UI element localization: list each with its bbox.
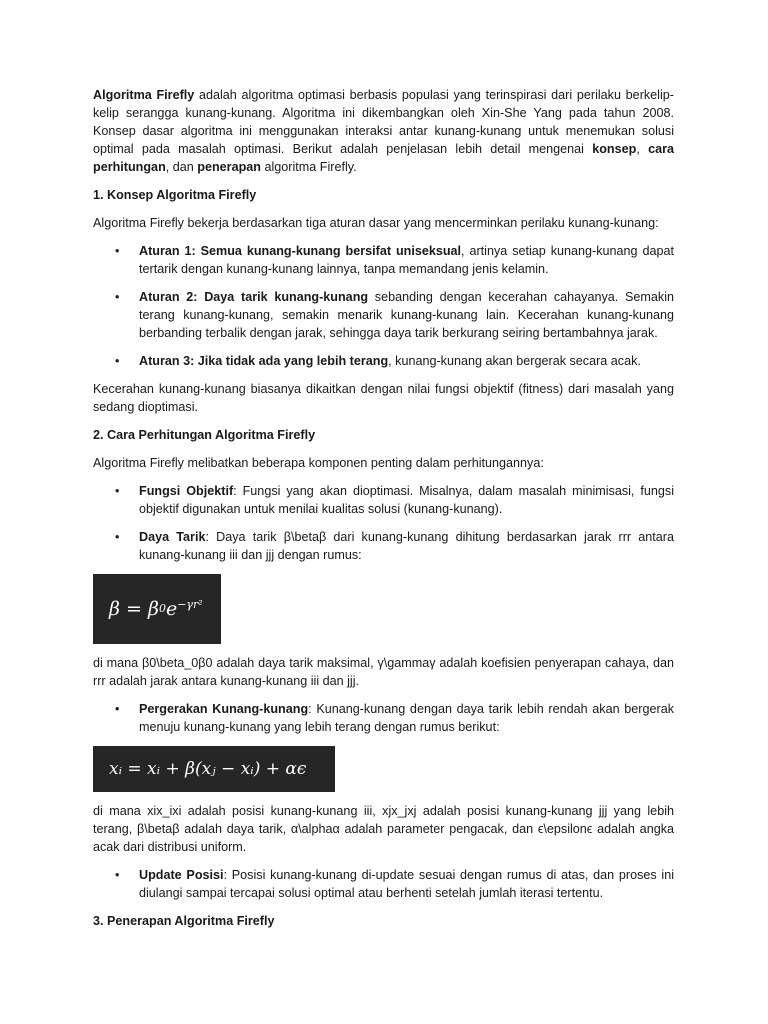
bullet-icon: • — [115, 290, 120, 304]
list-item — [93, 482, 674, 518]
document-page — [93, 86, 674, 940]
list-item — [93, 288, 674, 342]
section2-components-list-a — [93, 482, 674, 564]
bullet-icon: • — [115, 354, 120, 368]
section2-heading: 2. Cara Perhitungan Algoritma Firefly — [93, 428, 316, 442]
section2-components-list-b — [93, 700, 674, 736]
section2-intro: Algoritma Firefly melibatkan beberapa komponen penting dalam perhitungannya: — [93, 456, 544, 470]
list-item-bold: Aturan 1: Semua kunang-kunang bersifat uniseksual — [139, 244, 462, 258]
section1-rules-list — [93, 242, 674, 370]
intro-bold-title: Algoritma Firefly — [93, 88, 195, 102]
after-formula1-text: di mana β0\beta_0β0 adalah daya tarik maksimal, γ\gammaγ adalah koefisien penyerapan cahaya, dan rrr adalah jarak antara kunang-kunang iii dan jjj. — [93, 656, 674, 688]
bullet-icon: • — [115, 702, 120, 716]
after-formula2-text: di mana xix_ixi adalah posisi kunang-kunang iii, xjx_jxj adalah posisi kunang-kunang jjj yang lebih terang, β\betaβ adalah daya tarik, α\alphaα adalah parameter pengacak, dan ϵ\epsilonϵ adalah angka acak dari distribusi uniform. — [93, 804, 674, 854]
movement-formula-image: xᵢ = xᵢ + β(xⱼ − xᵢ) + αϵ — [93, 746, 335, 792]
list-item-bold: Fungsi Objektif — [139, 484, 234, 498]
section2-components-list-c — [93, 866, 674, 902]
section1-heading: 1. Konsep Algoritma Firefly — [93, 188, 257, 202]
list-item-bold: Aturan 2: Daya tarik kunang-kunang — [139, 290, 369, 304]
bullet-icon: • — [115, 530, 120, 544]
list-item — [93, 352, 674, 370]
formula-lhs: β = β — [109, 598, 159, 620]
bullet-icon: • — [115, 484, 120, 498]
section1-outro: Kecerahan kunang-kunang biasanya dikaitkan dengan nilai fungsi objektif (fitness) dari masalah yang sedang dioptimasi. — [93, 382, 674, 414]
list-item-text: , kunang-kunang akan bergerak secara acak. — [388, 354, 641, 368]
list-item — [93, 528, 674, 564]
list-item — [93, 242, 674, 278]
intro-text: algoritma Firefly. — [260, 160, 357, 174]
formula-exponent: −γr² — [177, 598, 203, 611]
bullet-icon: • — [115, 868, 120, 882]
bullet-icon: • — [115, 244, 120, 258]
list-item — [93, 866, 674, 902]
list-item-bold: Pergerakan Kunang-kunang — [139, 702, 309, 716]
list-item-bold: Daya Tarik — [139, 530, 206, 544]
formula-exp-base: e — [165, 598, 178, 620]
intro-text: , dan — [165, 160, 198, 174]
list-item-text: , artinya setiap kunang-kunang dapat tertarik dengan kunang-kunang lainnya, tanpa memandang jenis kelamin. — [139, 244, 674, 276]
list-item-text: : Kunang-kunang dengan daya tarik lebih rendah akan bergerak menuju kunang-kunang yang lebih terang dengan rumus berikut: — [139, 702, 674, 734]
attractiveness-formula-image — [93, 574, 221, 644]
section1-intro: Algoritma Firefly bekerja berdasarkan tiga aturan dasar yang mencerminkan perilaku kunang-kunang: — [93, 216, 659, 230]
intro-paragraph — [93, 86, 674, 176]
intro-bold-konsep: konsep — [592, 142, 637, 156]
list-item — [93, 700, 674, 736]
list-item-text: sebanding dengan kecerahan cahayanya. Semakin terang kunang-kunang, semakin menarik kunang-kunang lain. Kecerahan kunang-kunang berbanding terbalik dengan jarak, sehingga daya tarik berkurang seiring bertambahnya jarak. — [139, 290, 674, 340]
section3-heading: 3. Penerapan Algoritma Firefly — [93, 914, 275, 928]
intro-bold-cara: cara perhitungan — [93, 142, 674, 174]
intro-text: , — [636, 142, 649, 156]
intro-bold-penerapan: penerapan — [197, 160, 261, 174]
list-item-bold: Aturan 3: Jika tidak ada yang lebih terang — [139, 354, 389, 368]
list-item-bold: Update Posisi — [139, 868, 224, 882]
list-item-text: : Fungsi yang akan dioptimasi. Misalnya, dalam masalah minimisasi, fungsi objektif digunakan untuk menilai kualitas solusi (kunang-kunang). — [139, 484, 675, 516]
list-item-text: : Daya tarik β\betaβ dari kunang-kunang dihitung berdasarkan jarak rrr antara kunang-kunang iii dan jjj dengan rumus: — [139, 530, 675, 562]
list-item-text: : Posisi kunang-kunang di-update sesuai dengan rumus di atas, dan proses ini diulangi sampai tercapai solusi optimal atau berhenti setelah jumlah iterasi tertentu. — [139, 868, 675, 900]
intro-text: adalah algoritma optimasi berbasis populasi yang terinspirasi dari perilaku berkelip-kelip serangga kunang-kunang. Algoritma ini dikembangkan oleh Xin-She Yang pada tahun 2008. Konsep dasar algoritma ini menggunakan interaksi antar kunang-kunang untuk menemukan solusi optimal pada masalah optimasi. Berikut adalah penjelasan lebih detail mengenai — [93, 88, 674, 156]
formula-subscript: 0 — [158, 602, 166, 615]
